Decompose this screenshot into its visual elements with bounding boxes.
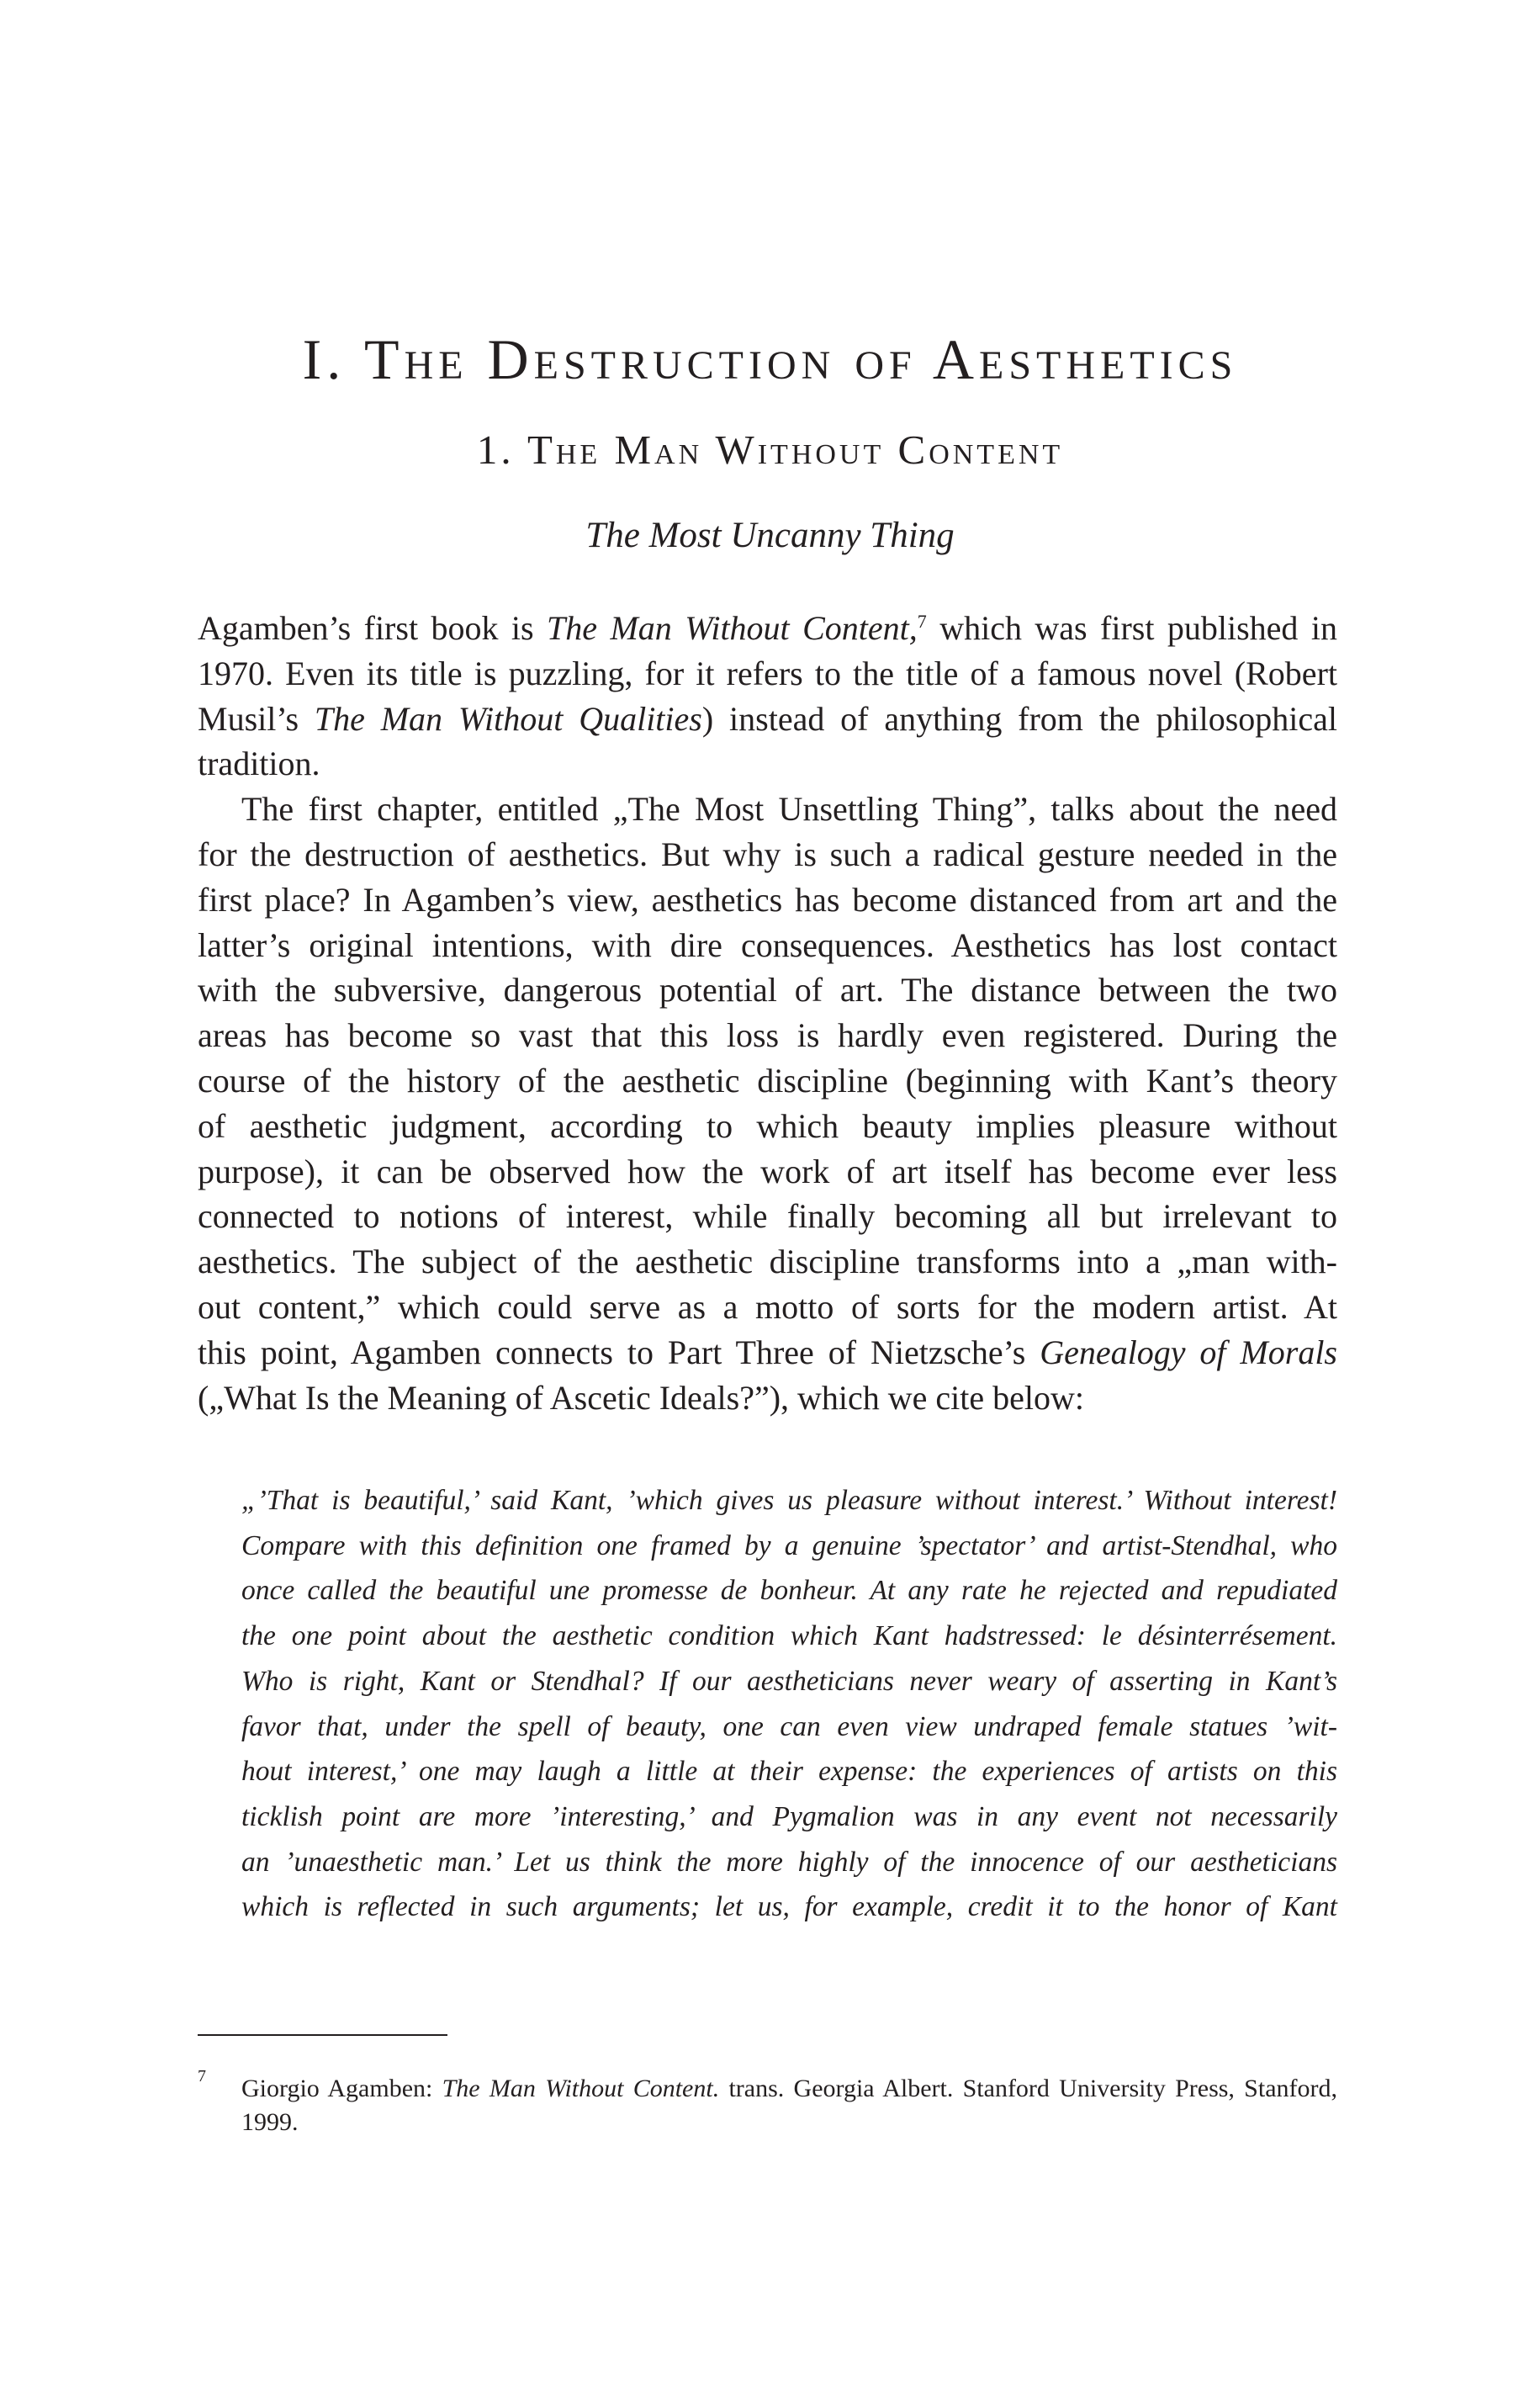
book-title-italic: The Man Without Content. <box>442 2075 720 2102</box>
paragraph-1 <box>198 606 1337 787</box>
text-line: with the subversive, dangerous potential of art. The distance between the two <box>198 971 1337 1010</box>
paragraph-2 <box>198 787 1337 1420</box>
text-line: purpose), it can be observed how the work of art itself has become ever less <box>198 1152 1337 1190</box>
quote-line: an ’unaesthetic man.’ Let us think the more highly of the innocence of our aestheticians <box>241 1846 1337 1878</box>
quote-line: „’That is beautiful,’ said Kant, ’which gives us pleasure without interest.’ Without interest! <box>241 1485 1337 1516</box>
text-line: latter’s original intentions, with dire consequences. Aesthetics has lost contact <box>198 925 1337 964</box>
quote-line: Compare with this definition one framed by a genuine ’spectator’ and artist-Stendhal, who <box>241 1529 1337 1561</box>
block-quote <box>241 1478 1337 1930</box>
text-line: course of the history of the aesthetic discipline (beginning with Kant’s theory <box>198 1061 1337 1100</box>
footnote <box>198 2067 1337 2139</box>
text-span: Agamben’s first book is <box>198 609 548 647</box>
quote-line: favor that, under the spell of beauty, one can even view undraped female statues ’wit- <box>241 1710 1337 1742</box>
quote-line: ticklish point are more ’interesting,’ and Pygmalion was in any event not necessarily <box>241 1800 1337 1832</box>
quote-line: hout interest,’ one may laugh a little at their expense: the experiences of artists on this <box>241 1756 1337 1788</box>
footnote-divider <box>198 2034 447 2036</box>
chapter-title: 1. The Man Without Content <box>476 427 1064 473</box>
book-title-italic: Genealogy of Morals <box>1040 1333 1337 1371</box>
footnote-number: 7 <box>198 2067 206 2086</box>
text-line: first place? In Agamben’s view, aesthetics has become distanced from art and the <box>198 880 1337 919</box>
text-span: trans. Georgia Albert. Stanford University Press, Stanford, <box>719 2075 1337 2102</box>
text-line: for the destruction of aesthetics. But why is such a radical gesture needed in the <box>198 835 1337 873</box>
text-line: („What Is the Meaning of Ascetic Ideals?”), which we cite below: <box>198 1378 1085 1417</box>
quote-line: once called the beautiful une promesse de bonheur. At any rate he rejected and repudiated <box>241 1575 1337 1607</box>
part-title: I. The Destruction of Aesthetics <box>302 327 1238 391</box>
text-line: aesthetics. The subject of the aesthetic discipline transforms into a „man with- <box>198 1243 1337 1281</box>
book-title-italic: The Man Without Content, <box>547 609 918 647</box>
quote-line: the one point about the aesthetic condition which Kant hadstressed: le désinterrésement. <box>241 1620 1337 1652</box>
footnote-line: 1999. <box>241 2108 299 2136</box>
footnote-reference: 7 <box>917 611 927 632</box>
text-line: 1970. Even its title is puzzling, for it refers to the title of a famous novel (Robert <box>198 654 1337 692</box>
section-title: The Most Uncanny Thing <box>585 516 955 555</box>
text-span: ) instead of anything from the philosophical <box>701 699 1337 738</box>
quote-line: Who is right, Kant or Stendhal? If our aestheticians never weary of asserting in Kant’s <box>241 1665 1337 1697</box>
text-line: tradition. <box>198 745 320 783</box>
text-span: Musil’s <box>198 699 315 738</box>
text-span: which was first published in <box>926 609 1337 647</box>
body-text <box>198 606 1337 1420</box>
text-line <box>198 1330 1337 1375</box>
book-title-italic: The Man Without Qualities <box>314 699 702 738</box>
footnote-text <box>241 2072 1337 2139</box>
text-line: connected to notions of interest, while finally becoming all but irrelevant to <box>198 1197 1337 1236</box>
footnote-line <box>241 2072 1337 2106</box>
text-span: this point, Agamben connects to Part Three of Nietzsche’s <box>198 1333 1040 1371</box>
text-line <box>198 697 1337 742</box>
text-line: The first chapter, entitled „The Most Unsettling Thing”, talks about the need <box>241 790 1337 829</box>
quote-line: which is reflected in such arguments; let us, for example, credit it to the honor of Kant <box>241 1891 1337 1923</box>
text-line: areas has become so vast that this loss is hardly even registered. During the <box>198 1016 1337 1055</box>
text-line <box>198 606 1337 651</box>
text-line: of aesthetic judgment, according to which beauty implies pleasure without <box>198 1106 1337 1145</box>
text-line: out content,” which could serve as a motto of sorts for the modern artist. At <box>198 1287 1337 1326</box>
text-span: Giorgio Agamben: <box>241 2075 442 2102</box>
